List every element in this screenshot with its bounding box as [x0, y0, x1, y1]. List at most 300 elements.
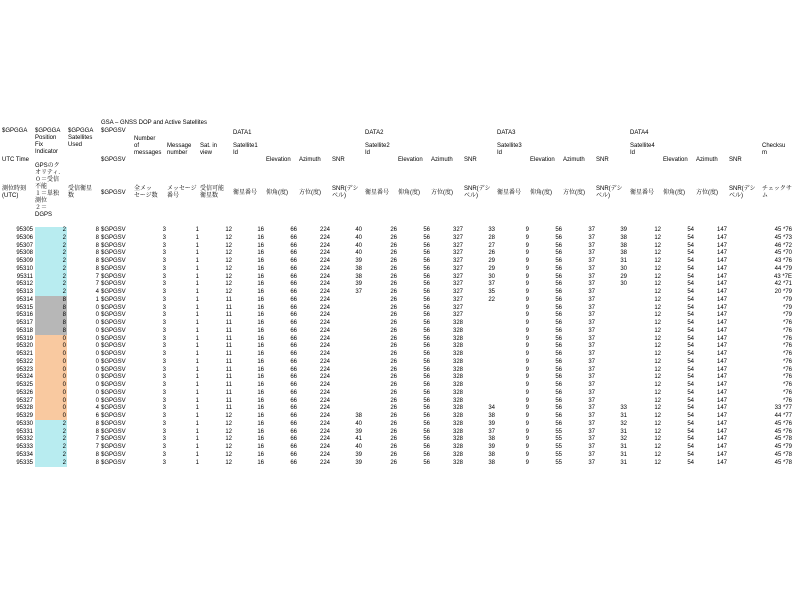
cell-n2: 38	[488, 451, 495, 458]
cell-gsv: $GPGSV	[101, 258, 126, 264]
cell-s4: 12	[654, 250, 661, 257]
cell-a3: 37	[588, 436, 595, 443]
cell-e3: 56	[555, 312, 562, 319]
hdr-sat-id-4: 衛星番号	[630, 190, 655, 196]
cell-gsv: $GPGSV	[101, 320, 126, 326]
cell-a3: 37	[588, 227, 595, 233]
cell-a1: 224	[319, 258, 330, 264]
cell-e4: 54	[687, 304, 694, 311]
cell-s1: 16	[257, 420, 264, 427]
cell-gsv: $GPGSV	[101, 343, 126, 350]
cell-s1: 16	[257, 374, 264, 381]
cell-a4: 147	[716, 289, 727, 295]
cell-ck: *79	[782, 296, 792, 303]
cell-n1: 38	[355, 413, 362, 419]
cell-gsv: $GPGSV	[101, 242, 126, 249]
cell-inview: 11	[225, 382, 232, 388]
cell-a4: 147	[716, 227, 727, 233]
cell-e3: 56	[555, 351, 562, 357]
cell-fix: 0	[62, 358, 66, 365]
cell-s2: 26	[390, 312, 397, 319]
cell-ck: *79	[782, 304, 792, 311]
hdr-col-c-row2: $GPGGA Satellites Used	[68, 128, 94, 148]
cell-used: 0	[95, 343, 99, 350]
cell-s1: 16	[257, 397, 264, 404]
hdr-col-f-jp: 全メッ セージ数	[134, 186, 158, 199]
cell-msgno: 1	[195, 374, 199, 381]
cell-ck: 43 *7E	[773, 273, 792, 280]
cell-a1: 224	[319, 265, 330, 272]
cell-a2: 328	[452, 413, 463, 419]
cell-n2: 33	[488, 227, 495, 233]
cell-used: 0	[95, 351, 99, 357]
cell-nmsg: 3	[162, 227, 166, 233]
cell-s1: 16	[257, 428, 264, 435]
cell-s3: 9	[525, 250, 529, 257]
cell-a4: 147	[716, 234, 727, 241]
cell-fix: 2	[62, 227, 66, 233]
cell-e1: 66	[290, 405, 297, 412]
cell-e3: 56	[555, 358, 562, 365]
cell-s2: 26	[390, 459, 397, 466]
hdr-col-e-row3: $GPGSV	[101, 157, 126, 163]
cell-a3: 37	[588, 335, 595, 342]
cell-a3: 37	[588, 451, 595, 458]
cell-s2: 26	[390, 413, 397, 419]
cell-a3: 37	[588, 234, 595, 241]
cell-s2: 26	[390, 451, 397, 458]
cell-e2: 56	[423, 273, 430, 280]
cell-e2: 56	[423, 382, 430, 388]
cell-e2: 56	[423, 351, 430, 357]
cell-a3: 37	[588, 366, 595, 373]
cell-inview: 12	[225, 444, 232, 450]
cell-ck: *76	[782, 366, 792, 373]
cell-e2: 56	[423, 444, 430, 450]
cell-a2: 327	[452, 296, 463, 303]
cell-a4: 147	[716, 258, 727, 264]
cell-a4: 147	[716, 335, 727, 342]
cell-s3: 9	[525, 242, 529, 249]
cell-e2: 56	[423, 405, 430, 412]
cell-s2: 26	[390, 436, 397, 443]
cell-n3: 31	[620, 258, 627, 264]
cell-e3: 56	[555, 389, 562, 396]
cell-e4: 54	[687, 420, 694, 427]
cell-e4: 54	[687, 258, 694, 264]
cell-n1: 40	[355, 234, 362, 241]
cell-gsv: $GPGSV	[101, 358, 126, 365]
cell-inview: 12	[225, 428, 232, 435]
cell-s1: 16	[257, 382, 264, 388]
hdr-checksum-jp: チェックサ ム	[762, 186, 792, 199]
cell-ck: 45 *70	[774, 250, 792, 257]
cell-a2: 327	[452, 242, 463, 249]
cell-a1: 224	[319, 374, 330, 381]
cell-s3: 9	[525, 234, 529, 241]
cell-s3: 9	[525, 335, 529, 342]
cell-a4: 147	[716, 296, 727, 303]
cell-s1: 16	[257, 234, 264, 241]
cell-e3: 56	[555, 320, 562, 326]
cell-e4: 54	[687, 389, 694, 396]
hdr-sat-id-1: 衛星番号	[233, 190, 258, 196]
cell-s2: 26	[390, 289, 397, 295]
cell-e3: 56	[555, 366, 562, 373]
cell-msgno: 1	[195, 273, 199, 280]
cell-ck: *76	[782, 343, 792, 350]
cell-nmsg: 3	[162, 335, 166, 342]
cell-s4: 12	[654, 405, 661, 412]
cell-a4: 147	[716, 436, 727, 443]
cell-msgno: 1	[195, 227, 199, 233]
cell-n1: 40	[355, 250, 362, 257]
cell-a1: 224	[319, 397, 330, 404]
cell-a4: 147	[716, 374, 727, 381]
cell-used: 0	[95, 397, 99, 404]
cell-time: 95323	[16, 366, 33, 373]
cell-s1: 16	[257, 281, 264, 288]
hdr-azim1: Azimuth	[299, 157, 321, 163]
cell-time: 95319	[16, 335, 33, 342]
cell-s4: 12	[654, 289, 661, 295]
cell-e2: 56	[423, 374, 430, 381]
cell-e4: 54	[687, 428, 694, 435]
cell-n3: 29	[620, 273, 627, 280]
cell-nmsg: 3	[162, 258, 166, 264]
cell-fix: 0	[62, 366, 66, 373]
cell-a2: 328	[452, 428, 463, 435]
cell-used: 0	[95, 374, 99, 381]
cell-a1: 224	[319, 451, 330, 458]
cell-s1: 16	[257, 250, 264, 257]
cell-time: 95321	[16, 351, 33, 357]
cell-s3: 9	[525, 312, 529, 319]
cell-nmsg: 3	[162, 428, 166, 435]
cell-e2: 56	[423, 289, 430, 295]
cell-msgno: 1	[195, 420, 199, 427]
cell-e2: 56	[423, 265, 430, 272]
cell-a2: 328	[452, 405, 463, 412]
cell-n3: 30	[620, 281, 627, 288]
cell-s1: 16	[257, 304, 264, 311]
cell-s2: 26	[390, 296, 397, 303]
cell-e1: 66	[290, 366, 297, 373]
cell-s2: 26	[390, 281, 397, 288]
cell-a1: 224	[319, 351, 330, 357]
cell-msgno: 1	[195, 335, 199, 342]
cell-n2: 22	[488, 296, 495, 303]
cell-a3: 37	[588, 242, 595, 249]
cell-gsv: $GPGSV	[101, 436, 126, 443]
cell-a3: 37	[588, 265, 595, 272]
cell-s3: 9	[525, 459, 529, 466]
cell-e3: 56	[555, 405, 562, 412]
cell-e3: 56	[555, 343, 562, 350]
cell-a4: 147	[716, 366, 727, 373]
cell-a2: 327	[452, 250, 463, 257]
hdr-sat3: Satellite3 Id	[497, 143, 522, 156]
cell-s4: 12	[654, 234, 661, 241]
cell-s4: 12	[654, 320, 661, 326]
cell-e3: 56	[555, 227, 562, 233]
cell-e4: 54	[687, 327, 694, 334]
cell-fix: 2	[62, 258, 66, 264]
cell-s4: 12	[654, 451, 661, 458]
cell-time: 95333	[16, 444, 33, 450]
cell-time: 95328	[16, 405, 33, 412]
cell-used: 7	[95, 281, 99, 288]
cell-inview: 12	[225, 273, 232, 280]
cell-msgno: 1	[195, 343, 199, 350]
cell-ck: *76	[782, 397, 792, 404]
cell-a2: 328	[452, 366, 463, 373]
cell-s2: 26	[390, 320, 397, 326]
cell-time: 95334	[16, 451, 33, 458]
cell-a3: 37	[588, 397, 595, 404]
cell-msgno: 1	[195, 258, 199, 264]
cell-s4: 12	[654, 366, 661, 373]
cell-a3: 37	[588, 420, 595, 427]
cell-n1: 39	[355, 459, 362, 466]
cell-a3: 37	[588, 374, 595, 381]
cell-time: 95312	[16, 281, 33, 288]
cell-n3: 38	[620, 250, 627, 257]
cell-msgno: 1	[195, 281, 199, 288]
cell-fix: 8	[62, 320, 66, 326]
cell-s2: 26	[390, 444, 397, 450]
hdr-sat4: Satellite4 Id	[630, 143, 655, 156]
cell-a1: 224	[319, 413, 330, 419]
cell-e3: 56	[555, 296, 562, 303]
cell-gsv: $GPGSV	[101, 374, 126, 381]
cell-used: 6	[95, 413, 99, 419]
cell-a4: 147	[716, 351, 727, 357]
hdr-col-a-row2: $GPGGA	[2, 128, 28, 134]
cell-e3: 56	[555, 250, 562, 257]
cell-n1: 38	[355, 273, 362, 280]
cell-s1: 16	[257, 358, 264, 365]
cell-fix: 2	[62, 444, 66, 450]
cell-s1: 16	[257, 459, 264, 466]
cell-inview: 12	[225, 258, 232, 264]
cell-used: 0	[95, 366, 99, 373]
cell-e1: 66	[290, 304, 297, 311]
cell-inview: 12	[225, 436, 232, 443]
cell-n1: 39	[355, 258, 362, 264]
cell-s3: 9	[525, 405, 529, 412]
cell-ck: *76	[782, 358, 792, 365]
cell-used: 0	[95, 389, 99, 396]
cell-s1: 16	[257, 351, 264, 357]
cell-e2: 56	[423, 250, 430, 257]
cell-e2: 56	[423, 296, 430, 303]
cell-e4: 54	[687, 405, 694, 412]
cell-fix: 2	[62, 250, 66, 257]
hdr-snr4: SNR	[729, 157, 742, 163]
cell-fix: 0	[62, 389, 66, 396]
cell-ck: 45 *73	[774, 234, 792, 241]
cell-a1: 224	[319, 281, 330, 288]
cell-inview: 11	[225, 320, 232, 326]
cell-time: 95322	[16, 358, 33, 365]
hdr-azim-jp-1: 方位(度)	[299, 190, 321, 196]
cell-fix: 8	[62, 327, 66, 334]
cell-s2: 26	[390, 273, 397, 280]
cell-nmsg: 3	[162, 234, 166, 241]
cell-inview: 11	[225, 304, 232, 311]
cell-used: 0	[95, 327, 99, 334]
cell-time: 95309	[16, 258, 33, 264]
cell-time: 95329	[16, 413, 33, 419]
cell-s3: 9	[525, 428, 529, 435]
cell-ck: 45 *79	[774, 444, 792, 450]
hdr-col-h-jp: 受信可能 衛星数	[200, 186, 225, 199]
cell-s2: 26	[390, 382, 397, 388]
cell-inview: 11	[225, 374, 232, 381]
cell-s2: 26	[390, 428, 397, 435]
hdr-azim2: Azimuth	[431, 157, 453, 163]
cell-s3: 9	[525, 289, 529, 295]
cell-fix: 0	[62, 343, 66, 350]
cell-msgno: 1	[195, 296, 199, 303]
cell-nmsg: 3	[162, 374, 166, 381]
cell-a1: 224	[319, 289, 330, 295]
cell-used: 8	[95, 227, 99, 233]
cell-e4: 54	[687, 413, 694, 419]
cell-a4: 147	[716, 327, 727, 334]
cell-s3: 9	[525, 382, 529, 388]
cell-a4: 147	[716, 312, 727, 319]
hdr-elev-jp-2: 仰角(度)	[398, 190, 420, 196]
cell-n2: 28	[488, 234, 495, 241]
cell-e2: 56	[423, 397, 430, 404]
cell-e1: 66	[290, 234, 297, 241]
cell-a2: 328	[452, 451, 463, 458]
cell-gsv: $GPGSV	[101, 289, 126, 295]
cell-msgno: 1	[195, 413, 199, 419]
cell-a2: 328	[452, 320, 463, 326]
cell-gsv: $GPGSV	[101, 382, 126, 388]
cell-n3: 31	[620, 428, 627, 435]
cell-nmsg: 3	[162, 273, 166, 280]
cell-gsv: $GPGSV	[101, 389, 126, 396]
cell-a2: 327	[452, 281, 463, 288]
cell-a1: 224	[319, 320, 330, 326]
cell-msgno: 1	[195, 327, 199, 334]
cell-n2: 38	[488, 436, 495, 443]
cell-e2: 56	[423, 234, 430, 241]
cell-e4: 54	[687, 312, 694, 319]
cell-e2: 56	[423, 258, 430, 264]
cell-s4: 12	[654, 374, 661, 381]
cell-n3: 33	[620, 405, 627, 412]
cell-ck: 45 *78	[774, 459, 792, 466]
cell-e1: 66	[290, 296, 297, 303]
cell-s2: 26	[390, 420, 397, 427]
cell-ck: 20 *79	[774, 289, 792, 295]
cell-msgno: 1	[195, 451, 199, 458]
cell-s4: 12	[654, 389, 661, 396]
cell-e1: 66	[290, 327, 297, 334]
cell-n3: 32	[620, 420, 627, 427]
cell-inview: 12	[225, 265, 232, 272]
cell-ck: *76	[782, 374, 792, 381]
cell-a2: 327	[452, 265, 463, 272]
cell-inview: 12	[225, 234, 232, 241]
cell-msgno: 1	[195, 312, 199, 319]
cell-nmsg: 3	[162, 358, 166, 365]
cell-e2: 56	[423, 227, 430, 233]
hdr-elev4: Elevation	[663, 157, 688, 163]
cell-s3: 9	[525, 444, 529, 450]
cell-msgno: 1	[195, 320, 199, 326]
cell-e2: 56	[423, 389, 430, 396]
cell-e2: 56	[423, 459, 430, 466]
cell-a3: 37	[588, 304, 595, 311]
hdr-utc-time: UTC Time	[2, 157, 29, 163]
cell-s4: 12	[654, 242, 661, 249]
cell-e1: 66	[290, 451, 297, 458]
cell-ck: 44 *77	[774, 413, 792, 419]
cell-e1: 66	[290, 428, 297, 435]
cell-s2: 26	[390, 227, 397, 233]
cell-fix: 2	[62, 273, 66, 280]
cell-e2: 56	[423, 320, 430, 326]
cell-s1: 16	[257, 327, 264, 334]
cell-msgno: 1	[195, 242, 199, 249]
cell-nmsg: 3	[162, 327, 166, 334]
cell-nmsg: 3	[162, 366, 166, 373]
cell-s1: 16	[257, 389, 264, 396]
cell-e2: 56	[423, 436, 430, 443]
cell-a3: 37	[588, 343, 595, 350]
cell-e3: 55	[555, 459, 562, 466]
cell-ck: *76	[782, 389, 792, 396]
cell-msgno: 1	[195, 234, 199, 241]
cell-a2: 328	[452, 327, 463, 334]
cell-time: 95326	[16, 389, 33, 396]
cell-fix: 2	[62, 289, 66, 295]
cell-nmsg: 3	[162, 405, 166, 412]
hdr-sat2: Satellite2 Id	[365, 143, 390, 156]
cell-used: 8	[95, 250, 99, 257]
cell-e2: 56	[423, 420, 430, 427]
cell-n3: 38	[620, 242, 627, 249]
cell-e4: 54	[687, 281, 694, 288]
cell-e1: 66	[290, 320, 297, 326]
cell-s4: 12	[654, 312, 661, 319]
cell-n1: 38	[355, 265, 362, 272]
cell-s1: 16	[257, 335, 264, 342]
cell-msgno: 1	[195, 436, 199, 443]
cell-s1: 16	[257, 273, 264, 280]
cell-gsv: $GPGSV	[101, 444, 126, 450]
hdr-snr2: SNR	[464, 157, 477, 163]
hdr-sat1: Satellite1 Id	[233, 143, 258, 156]
cell-a3: 37	[588, 389, 595, 396]
cell-nmsg: 3	[162, 289, 166, 295]
cell-msgno: 1	[195, 459, 199, 466]
cell-gsv: $GPGSV	[101, 413, 126, 419]
cell-n2: 39	[488, 420, 495, 427]
cell-s3: 9	[525, 304, 529, 311]
cell-nmsg: 3	[162, 296, 166, 303]
cell-a3: 37	[588, 258, 595, 264]
cell-gsv: $GPGSV	[101, 335, 126, 342]
cell-e1: 66	[290, 389, 297, 396]
cell-a1: 224	[319, 273, 330, 280]
